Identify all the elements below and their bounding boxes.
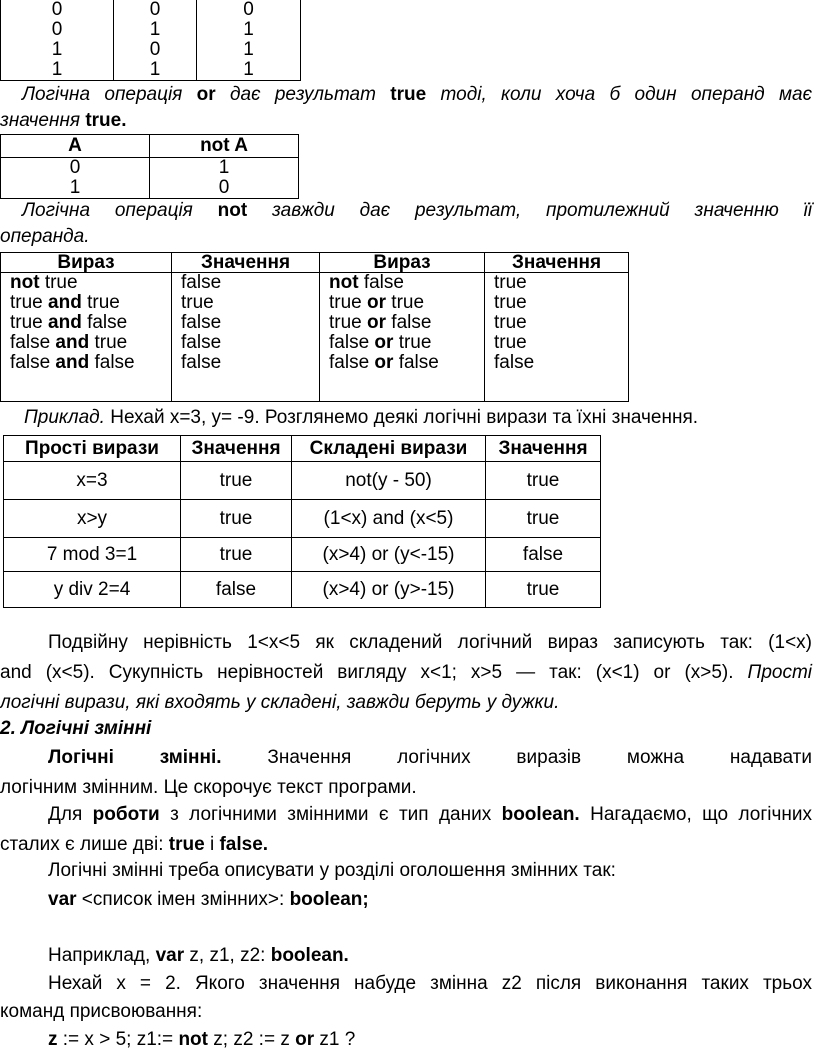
expr-header-4: Значення xyxy=(485,253,629,273)
example-table xyxy=(3,435,601,608)
example-header-3: Складені вирази xyxy=(292,436,486,462)
table-row: x=3 true not(y - 50) true xyxy=(4,462,601,500)
section-heading: 2. Логічні змінні xyxy=(0,718,152,739)
expr-header-1: Вираз xyxy=(1,253,172,273)
declaration-syntax: var <список імен змінних>: boolean; xyxy=(48,889,369,910)
example-header-1: Прості вирази xyxy=(4,436,181,462)
expr-header-3: Вираз xyxy=(320,253,485,273)
code-line: z := x > 5; z1:= not z; z2 := z or z1 ? xyxy=(48,1029,356,1050)
table-row: 7 mod 3=1 true (x>4) or (y<-15) false xyxy=(4,538,601,572)
not-col-a: 0 1 xyxy=(1,158,150,199)
example-header-2: Значення xyxy=(181,436,292,462)
not-description: Логічна операція not завжди дає результат, протилежний значенню її операнда. xyxy=(0,200,812,247)
logical-variables-paragraph: Логічні змінні. Значення логічних виразів можна надавати логічним змінним. Це скорочує текст програми. xyxy=(0,747,812,798)
example-sentence: Приклад. Нехай x=3, y= -9. Розглянемо деякі логічні вирази та їхні значення. xyxy=(24,407,699,428)
or-col-result: 0 1 1 1 xyxy=(197,0,301,81)
not-col-result: 1 0 xyxy=(150,158,299,199)
not-table-header-not-a: not A xyxy=(150,135,299,158)
task-paragraph: Нехай x = 2. Якого значення набуде змінна z2 після виконання таких трьох команд присвоювання: xyxy=(0,973,812,1022)
declaration-paragraph: Логічні змінні треба описувати у розділі оголошення змінних так: xyxy=(48,860,616,881)
not-table-header-a: A xyxy=(1,135,150,158)
expr-col-right: not false true or true true or false false or true false or false xyxy=(320,273,485,402)
expr-col-right-values: true true true true false xyxy=(485,273,629,402)
table-row: x>y true (1<x) and (x<5) true xyxy=(4,500,601,538)
expr-header-2: Значення xyxy=(172,253,320,273)
not-truth-table xyxy=(0,134,299,199)
double-inequality-paragraph: Подвійну нерівність 1<x<5 як складений логічний вираз записують так: (1<x) and (x<5). Сукупність нерівностей вигляду x<1; x>5 — так: (x<1) or (x>5). Прості логічні вирази, які входять у складені, завжди беруть у дужки. xyxy=(0,632,812,713)
expression-table xyxy=(0,252,629,402)
table-row: y div 2=4 false (x>4) or (y>-15) true xyxy=(4,572,601,608)
boolean-type-paragraph: Для роботи з логічними змінними є тип даних boolean. Нагадаємо, що логічних сталих є лише дві: true і false. xyxy=(0,804,812,855)
or-description: Логічна операція or дає результат true тоді, коли хоча б один операнд має значення true. xyxy=(0,84,813,131)
or-col-b: 0 1 0 1 xyxy=(114,0,197,81)
expr-col-left-values: false true false false false xyxy=(172,273,320,402)
example-declaration: Наприклад, var z, z1, z2: boolean. xyxy=(48,945,349,966)
or-col-a: 0 0 1 1 xyxy=(1,0,114,81)
example-header-4: Значення xyxy=(486,436,601,462)
expr-col-left: not true true and true true and false false and true false and false xyxy=(1,273,172,402)
or-truth-table xyxy=(0,0,301,81)
